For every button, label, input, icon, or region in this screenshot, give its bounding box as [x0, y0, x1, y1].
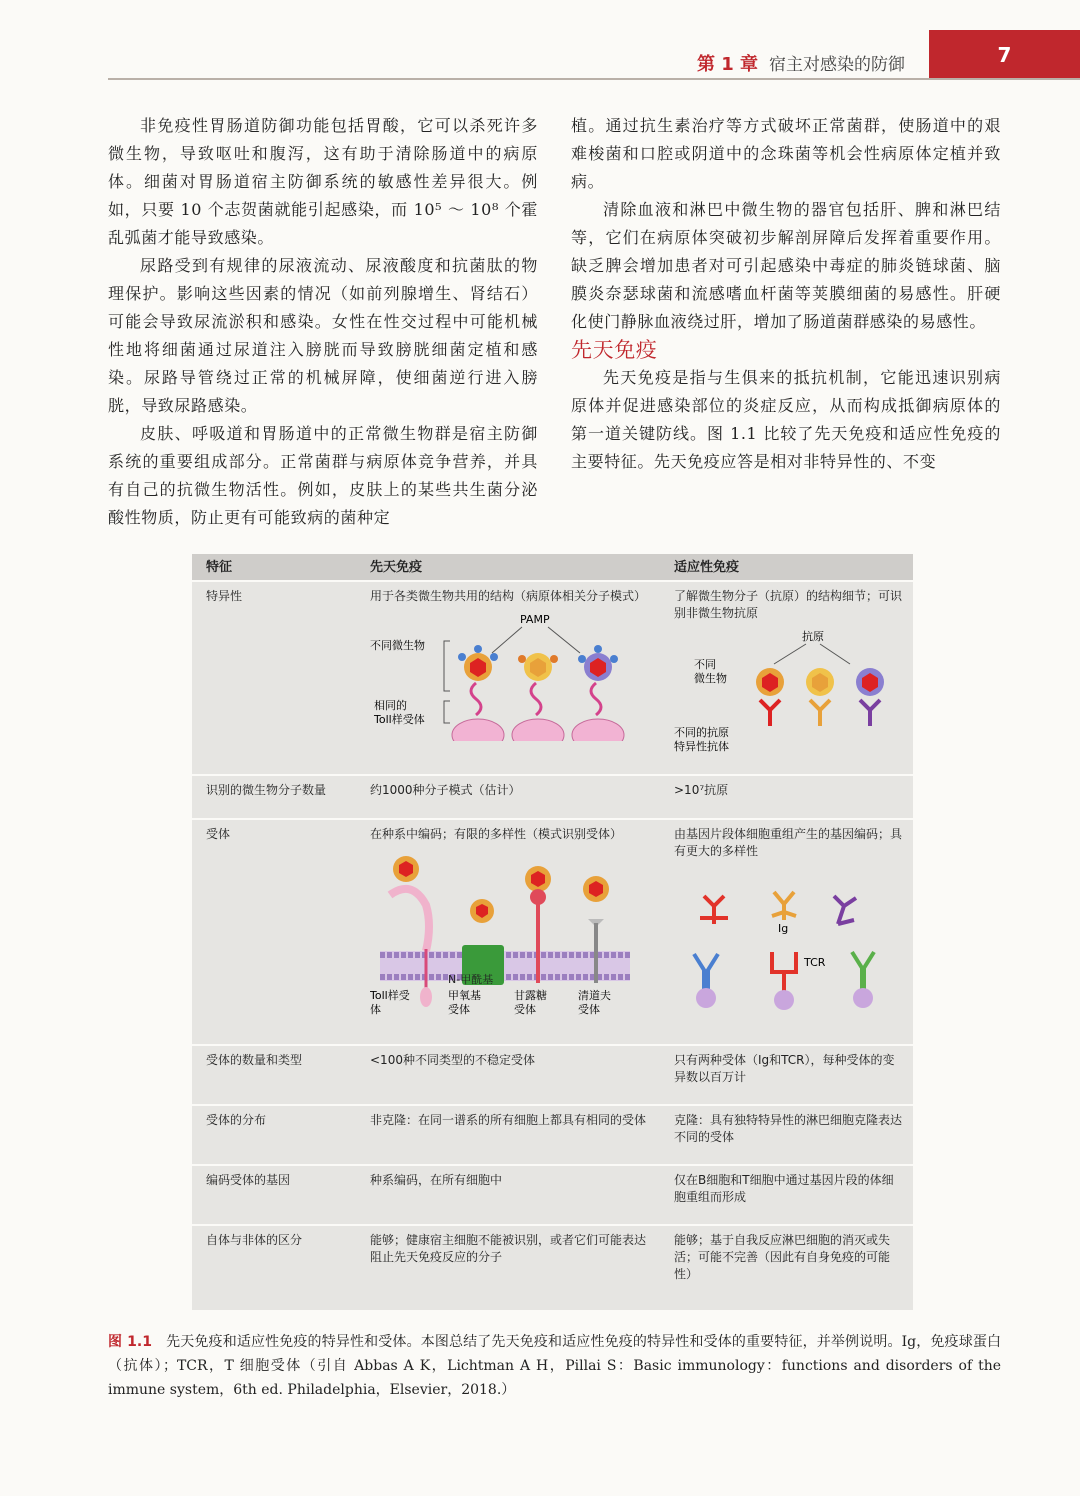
row-feature: 受体的分布 [206, 1113, 267, 1127]
tcr-label: TCR [804, 956, 826, 969]
fmet-label: 甲氧基 [448, 989, 481, 1002]
header-feature: 特征 [206, 559, 233, 575]
paragraph: 先天免疫是指与生俱来的抵抗机制，它能迅速识别病原体并促进感染部位的炎症反应，从而构成抵御病原体的第一道关键防线。图 1.1 比较了先天免疫和适应性免疫的主要特征。先天免疫应答是相对非特异性的、不变 [571, 368, 1001, 471]
table-row [192, 1224, 913, 1310]
row-innate: 种系编码，在所有细胞中 [370, 1173, 503, 1187]
mannose-label: 甘露糖 [514, 989, 547, 1002]
scavenger-label: 清道夫 [578, 989, 611, 1002]
toll-label: 体 [370, 1003, 381, 1016]
table-row [192, 1164, 913, 1224]
pamp-toll-diagram [370, 611, 650, 741]
paragraph: 非免疫性胃肠道防御功能包括胃酸，它可以杀死许多微生物，导致呕吐和腹泻，这有助于清除肠道中的病原体。细菌对胃肠道宿主防御系统的敏感性差异很大。例如，只要 10 个志贺菌就能引起感染，而 10⁵ ～ 10⁸ 个霍乱弧菌才能导致感染。 [108, 116, 538, 247]
scavenger-label: 受体 [578, 1003, 600, 1016]
microbe-icon [572, 645, 624, 741]
row-innate [356, 820, 660, 1044]
adaptive-receptor-diagram [674, 866, 904, 1016]
paragraph: 尿路受到有规律的尿液流动、尿液酸度和抗菌肽的物理保护。影响这些因素的情况（如前列腺增生、肾结石）可能会导致尿流淤积和感染。女性在性交过程中可能机械性地将细菌通过尿道注入膀胱而导致膀胱细菌定植和感染。尿路导管绕过正常的机械屏障，使细菌逆行进入膀胱，导致尿路感染。 [108, 256, 538, 415]
row-feature: 受体 [206, 827, 231, 841]
row-innate: 非克隆：在同一谱系的所有细胞上都具有相同的受体 [370, 1113, 647, 1127]
header-rule [108, 78, 1080, 80]
microbe-icon [452, 645, 504, 741]
caption-text: 先天免疫和适应性免疫的特异性和受体。本图总结了先天免疫和适应性免疫的特异性和受体的重要特征，并举例说明。Ig，免疫球蛋白（抗体）；TCR，T 细胞受体（引自 Abbas A K，Lichtman A H，Pillai S：Basic immunology：functions and disorders of the immune system，6th ed. Philadelphia，Elsevier，2018.） [108, 1334, 1001, 1398]
pointer-line [774, 644, 806, 664]
row-innate: 约1000种分子模式（估计） [370, 783, 521, 797]
header-innate: 先天免疫 [370, 559, 423, 575]
row-adaptive: 克隆：具有独特特异性的淋巴细胞克隆表达不同的受体 [674, 1113, 903, 1144]
header-adaptive: 适应性免疫 [674, 559, 740, 575]
chapter-title: 宿主对感染的防御 [769, 55, 905, 75]
same-toll-label: 相同的 [374, 699, 407, 712]
toll-receptor [390, 856, 432, 1007]
cell-text: 在种系中编码；有限的多样性（模式识别受体） [370, 827, 623, 841]
table-row [192, 580, 913, 774]
membrane [380, 951, 630, 981]
row-feature: 识别的微生物分子数量 [206, 783, 327, 797]
table-header-row [192, 554, 913, 580]
mannose-label: 受体 [514, 1003, 536, 1016]
chapter-label: 第 1 章 [697, 54, 759, 75]
tcr-icon [772, 952, 796, 1010]
cell-text: 由基因片段体细胞重组产生的基因编码；具有更大的多样性 [674, 827, 903, 858]
row-innate: <100种不同类型的不稳定受体 [370, 1053, 535, 1067]
microbe-icon [806, 668, 834, 726]
microbe-icon [856, 668, 884, 726]
table-row [192, 1044, 913, 1104]
section-heading: 先天免疫 [571, 338, 658, 362]
tcr-icon [852, 952, 874, 1008]
row-adaptive: 能够；基于自我反应淋巴细胞的消灭或失活；可能不完善（因此有自身免疫的可能性） [674, 1233, 891, 1281]
diff-microbes-label: 微生物 [694, 672, 727, 685]
microbe-icon [756, 668, 784, 726]
cell-text: 了解微生物分子（抗原）的结构细节；可识别非微生物抗原 [674, 589, 903, 620]
row-adaptive: 只有两种受体（Ig和TCR），每种受体的变异数以百万计 [674, 1053, 895, 1084]
toll-label: Toll样受 [370, 989, 410, 1002]
caption-label: 图 1.1 [108, 1334, 152, 1350]
antibody-icon [834, 896, 856, 924]
bracket [444, 641, 450, 691]
pointer-line [492, 627, 522, 653]
table-row [192, 774, 913, 818]
paragraph: 清除血液和淋巴中微生物的器官包括肝、脾和淋巴结等，它们在病原体突破初步解剖屏障后发挥着重要作用。缺乏脾会增加患者对可引起感染中毒症的肺炎链球菌、脑膜炎奈瑟球菌和流感嗜血杆菌等荚膜细菌的易感性。肝硬化使门静脉血液绕过肝，增加了肠道菌群感染的易感性。 [571, 200, 1001, 331]
row-adaptive [660, 582, 913, 774]
figure-table [192, 554, 913, 1310]
paragraph: 皮肤、呼吸道和胃肠道中的正常微生物群是宿主防御系统的重要组成部分。正常菌群与病原体竞争营养，并具有自己的抗微生物活性。例如，皮肤上的某些共生菌分泌酸性物质，防止更有可能致病的菌种定 [108, 424, 538, 527]
table-row [192, 1104, 913, 1164]
diff-microbes-label: 不同微生物 [370, 639, 425, 652]
tcr-icon [694, 954, 718, 1008]
row-feature: 编码受体的基因 [206, 1173, 291, 1187]
paragraph: 植。通过抗生素治疗等方式破坏正常菌群，使肠道中的艰难梭菌和口腔或阴道中的念珠菌等机会性病原体定植并致病。 [571, 116, 1001, 191]
fmet-label: 受体 [448, 1003, 470, 1016]
diff-antibody-label: 特异性抗体 [674, 740, 729, 753]
pointer-line [548, 627, 580, 653]
row-adaptive [660, 820, 913, 1044]
fmet-label: N-甲酰基 [448, 973, 494, 986]
right-column [571, 112, 1001, 476]
antibody-icon [772, 892, 796, 920]
diff-antibody-label: 不同的抗原 [674, 726, 729, 739]
antigen-label: 抗原 [802, 630, 824, 643]
innate-receptor-diagram [370, 849, 650, 1019]
row-innate: 能够；健康宿主细胞不能被识别，或者它们可能表达阻止先天免疫反应的分子 [370, 1233, 647, 1264]
table-row [192, 818, 913, 1044]
page-number: 7 [929, 30, 1080, 80]
antigen-antibody-diagram [674, 628, 904, 753]
pamp-label: PAMP [520, 613, 550, 626]
microbe-icon [512, 653, 564, 741]
row-feature: 特异性 [206, 589, 243, 603]
row-adaptive: 仅在B细胞和T细胞中通过基因片段的体细胞重组而形成 [674, 1173, 894, 1204]
row-feature: 自体与非体的区分 [206, 1233, 303, 1247]
antibody-icon [700, 896, 728, 924]
pointer-line [820, 644, 850, 664]
cell-text: 用于各类微生物共用的结构（病原体相关分子模式） [370, 589, 647, 603]
ig-label: Ig [778, 922, 789, 935]
row-adaptive: >10⁷抗原 [674, 783, 729, 797]
left-column [108, 112, 538, 532]
diff-microbes-label: 不同 [694, 658, 716, 671]
bracket [444, 701, 450, 723]
row-innate [356, 582, 660, 774]
same-toll-label: Toll样受体 [374, 713, 425, 726]
row-feature: 受体的数量和类型 [206, 1053, 303, 1067]
figure-caption [108, 1330, 1001, 1402]
